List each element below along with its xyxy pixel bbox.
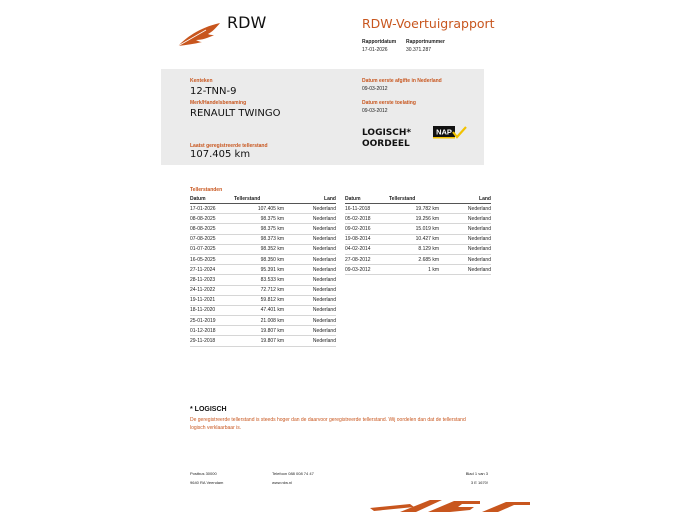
reading-country: Nederland bbox=[439, 265, 491, 275]
reading-odometer: 21.008 km bbox=[234, 316, 284, 326]
reading-odometer: 2.685 km bbox=[389, 254, 439, 264]
rdw-logo bbox=[176, 20, 226, 48]
reading-odometer: 8.129 km bbox=[389, 244, 439, 254]
reading-date: 29-11-2018 bbox=[190, 336, 234, 346]
reading-country: Nederland bbox=[284, 316, 336, 326]
reading-country: Nederland bbox=[284, 214, 336, 224]
table-row bbox=[190, 285, 336, 295]
reading-date: 16-11-2018 bbox=[345, 204, 389, 214]
table-row bbox=[345, 204, 491, 214]
footer-address-1: Postbus 30000 bbox=[190, 471, 217, 476]
table-row bbox=[190, 224, 336, 234]
reading-date: 09-03-2012 bbox=[345, 265, 389, 275]
reading-country: Nederland bbox=[439, 204, 491, 214]
reading-odometer: 15.019 km bbox=[389, 224, 439, 234]
note-heading: * LOGISCH bbox=[190, 406, 227, 413]
report-date-label: Rapportdatum bbox=[362, 39, 397, 45]
reading-odometer: 107.405 km bbox=[234, 204, 284, 214]
reading-odometer: 72.712 km bbox=[234, 285, 284, 295]
arrows-icon bbox=[370, 498, 530, 514]
reading-odometer: 10.427 km bbox=[389, 234, 439, 244]
table-row bbox=[190, 214, 336, 224]
table-row bbox=[345, 224, 491, 234]
verdict-line2: OORDEEL bbox=[362, 139, 410, 149]
table-row bbox=[345, 254, 491, 264]
reading-date: 05-02-2018 bbox=[345, 214, 389, 224]
reading-date: 07-08-2025 bbox=[190, 234, 234, 244]
footer-page: Blad 1 van 3 bbox=[465, 471, 488, 476]
reading-date: 17-01-2026 bbox=[190, 204, 234, 214]
table-row bbox=[190, 305, 336, 315]
reading-country: Nederland bbox=[284, 336, 336, 346]
decorative-arrows-graphic bbox=[370, 498, 530, 514]
table-row bbox=[190, 265, 336, 275]
table-row bbox=[190, 275, 336, 285]
reading-odometer: 1 km bbox=[389, 265, 439, 275]
reading-odometer: 19.807 km bbox=[234, 336, 284, 346]
reading-odometer: 98.375 km bbox=[234, 214, 284, 224]
reading-odometer: 83.533 km bbox=[234, 275, 284, 285]
reading-country: Nederland bbox=[439, 234, 491, 244]
reading-country: Nederland bbox=[439, 224, 491, 234]
header-date: Datum bbox=[345, 195, 389, 204]
plate-value: 12-TNN-9 bbox=[190, 86, 237, 97]
reading-date: 19-11-2021 bbox=[190, 295, 234, 305]
verdict-line1: LOGISCH* bbox=[362, 128, 412, 138]
first-admission-label: Datum eerste toelating bbox=[362, 100, 416, 106]
reading-date: 19-08-2014 bbox=[345, 234, 389, 244]
header-country: Land bbox=[439, 195, 491, 204]
reading-country: Nederland bbox=[284, 204, 336, 214]
reading-date: 27-11-2024 bbox=[190, 265, 234, 275]
first-issue-nl-value: 09-03-2012 bbox=[362, 86, 388, 92]
report-number-value: 30.371.287 bbox=[406, 47, 432, 53]
reading-odometer: 19.782 km bbox=[389, 204, 439, 214]
table-row bbox=[190, 204, 336, 214]
reading-odometer: 47.401 km bbox=[234, 305, 284, 315]
footer-address-2: 9640 RA Veendam bbox=[190, 480, 224, 485]
reading-odometer: 98.350 km bbox=[234, 254, 284, 264]
odometer-label: Laatst geregistreerde tellerstand bbox=[190, 143, 268, 149]
footer-code: 3 E 1670! bbox=[470, 480, 488, 485]
reading-country: Nederland bbox=[284, 285, 336, 295]
feather-logo-icon bbox=[176, 20, 226, 48]
reading-odometer: 98.352 km bbox=[234, 244, 284, 254]
reading-country: Nederland bbox=[284, 234, 336, 244]
table-row bbox=[345, 234, 491, 244]
table-row bbox=[190, 336, 336, 346]
verdict bbox=[362, 128, 411, 150]
reading-date: 09-02-2016 bbox=[345, 224, 389, 234]
first-admission-value: 09-03-2012 bbox=[362, 108, 388, 114]
brand-name: RDW bbox=[227, 13, 267, 32]
readings-header-row bbox=[345, 195, 491, 204]
reading-date: 24-11-2022 bbox=[190, 285, 234, 295]
reading-date: 01-07-2025 bbox=[190, 244, 234, 254]
header-odometer: Tellerstand bbox=[234, 195, 284, 204]
reading-country: Nederland bbox=[284, 224, 336, 234]
table-row bbox=[190, 254, 336, 264]
reading-country: Nederland bbox=[284, 244, 336, 254]
reading-country: Nederland bbox=[284, 295, 336, 305]
readings-title: Tellerstanden bbox=[190, 187, 223, 193]
table-row bbox=[345, 214, 491, 224]
report-number-label: Rapportnummer bbox=[406, 39, 445, 45]
reading-date: 25-01-2019 bbox=[190, 316, 234, 326]
first-issue-nl-label: Datum eerste afgifte in Nederland bbox=[362, 78, 442, 84]
report-title: RDW-Voertuigrapport bbox=[362, 16, 495, 31]
reading-odometer: 19.256 km bbox=[389, 214, 439, 224]
table-row bbox=[190, 316, 336, 326]
reading-odometer: 98.375 km bbox=[234, 224, 284, 234]
readings-table-right bbox=[345, 195, 491, 275]
report-date-value: 17-01-2026 bbox=[362, 47, 388, 53]
reading-date: 01-12-2018 bbox=[190, 326, 234, 336]
reading-country: Nederland bbox=[439, 254, 491, 264]
table-row bbox=[345, 244, 491, 254]
reading-country: Nederland bbox=[284, 305, 336, 315]
note-text: De geregistreerde tellerstand is steeds hoger dan de daarvoor geregistreerde tellerstand. Wij oordelen dan dat de tellerstand logisch verklaarbaar is. bbox=[190, 417, 466, 431]
reading-odometer: 98.373 km bbox=[234, 234, 284, 244]
reading-odometer: 59.812 km bbox=[234, 295, 284, 305]
readings-header-row bbox=[190, 195, 336, 204]
make-value: RENAULT TWINGO bbox=[190, 108, 281, 119]
make-label: Merk/Handelsbenaming bbox=[190, 100, 247, 106]
footer-phone: Telefoon 088 008 74 47 bbox=[272, 471, 314, 476]
header-date: Datum bbox=[190, 195, 234, 204]
table-row bbox=[190, 326, 336, 336]
nap-check-icon bbox=[433, 126, 467, 139]
readings-table-left bbox=[190, 195, 336, 347]
reading-date: 27-08-2012 bbox=[345, 254, 389, 264]
header-country: Land bbox=[284, 195, 336, 204]
reading-country: Nederland bbox=[284, 275, 336, 285]
reading-country: Nederland bbox=[284, 254, 336, 264]
reading-date: 18-11-2020 bbox=[190, 305, 234, 315]
reading-date: 08-08-2025 bbox=[190, 214, 234, 224]
reading-country: Nederland bbox=[284, 326, 336, 336]
reading-odometer: 19.807 km bbox=[234, 326, 284, 336]
reading-odometer: 95.391 km bbox=[234, 265, 284, 275]
table-row bbox=[190, 244, 336, 254]
reading-date: 08-08-2025 bbox=[190, 224, 234, 234]
reading-date: 04-02-2014 bbox=[345, 244, 389, 254]
odometer-value: 107.405 km bbox=[190, 149, 251, 160]
reading-country: Nederland bbox=[439, 244, 491, 254]
reading-date: 28-11-2023 bbox=[190, 275, 234, 285]
table-row bbox=[190, 295, 336, 305]
plate-label: Kenteken bbox=[190, 78, 213, 84]
nap-badge bbox=[433, 126, 467, 139]
table-row bbox=[345, 265, 491, 275]
reading-date: 16-05-2025 bbox=[190, 254, 234, 264]
footer-website: www.rdw.nl bbox=[272, 480, 293, 485]
reading-country: Nederland bbox=[439, 214, 491, 224]
reading-country: Nederland bbox=[284, 265, 336, 275]
header-odometer: Tellerstand bbox=[389, 195, 439, 204]
table-row bbox=[190, 234, 336, 244]
nap-badge-text: NAP bbox=[436, 127, 452, 137]
